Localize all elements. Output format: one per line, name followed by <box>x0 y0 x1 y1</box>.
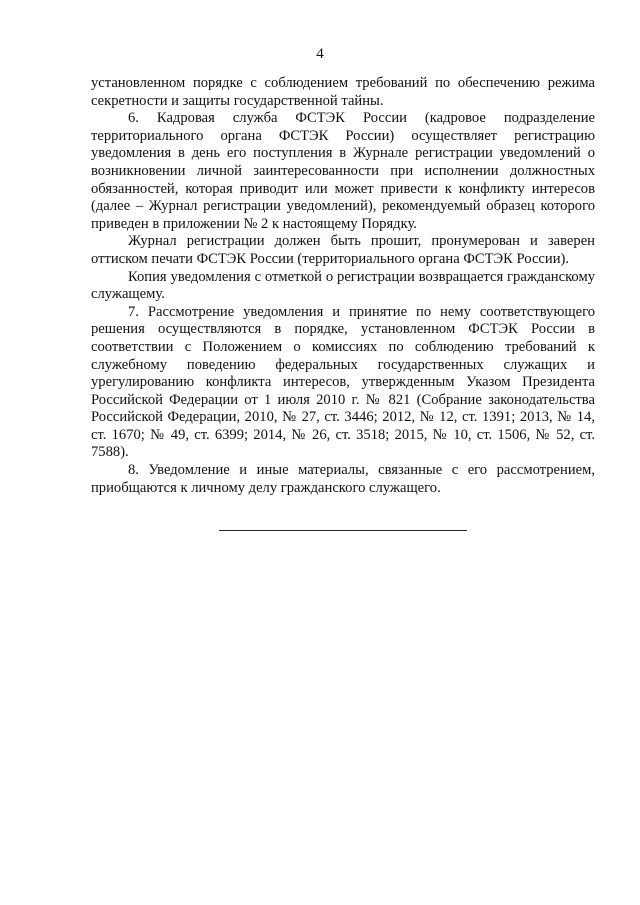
closing-divider-line <box>219 530 467 531</box>
document-body <box>91 75 595 497</box>
page-number: 4 <box>316 46 324 62</box>
paragraph-journal-binding: Журнал регистрации должен быть прошит, пронумерован и заверен оттиском печати ФСТЭК России (территориального органа ФСТЭК России). <box>91 233 595 267</box>
paragraph-6-registration: 6. Кадровая служба ФСТЭК России (кадровое подразделение территориального органа ФСТЭК России) осуществляет регистрацию уведомления в день его поступления в Журнале регистрации уведомлений о возникновении личной заинтересованности при исполнении должностных обязанностей, которая приводит или может привести к конфликту интересов (далее – Журнал регистрации уведомлений), рекомендуемый образец которого приведен в приложении № 2 к настоящему Порядку. <box>91 110 595 232</box>
paragraph-7-consideration: 7. Рассмотрение уведомления и принятие по нему соответствующего решения осуществляются в порядке, установленном ФСТЭК России в соответствии с Положением о комиссиях по соблюдению требований к служебному поведению федеральных государственных служащих и урегулированию конфликта интересов, утвержденным Указом Президента Российской Федерации от 1 июля 2010 г. № 821 (Собрание законодательства Российской Федерации, 2010, № 27, ст. 3446; 2012, № 12, ст. 1391; 2013, № 14, ст. 1670; № 49, ст. 6399; 2014, № 26, ст. 3518; 2015, № 10, ст. 1506, № 52, ст. 7588). <box>91 303 595 461</box>
paragraph-continuation: установленном порядке с соблюдением требований по обеспечению режима секретности и защиты государственной тайны. <box>91 75 595 109</box>
paragraph-8-attachment: 8. Уведомление и иные материалы, связанные с его рассмотрением, приобщаются к личному делу гражданского служащего. <box>91 462 595 496</box>
paragraph-copy-return: Копия уведомления с отметкой о регистрации возвращается гражданскому служащему. <box>91 268 595 303</box>
